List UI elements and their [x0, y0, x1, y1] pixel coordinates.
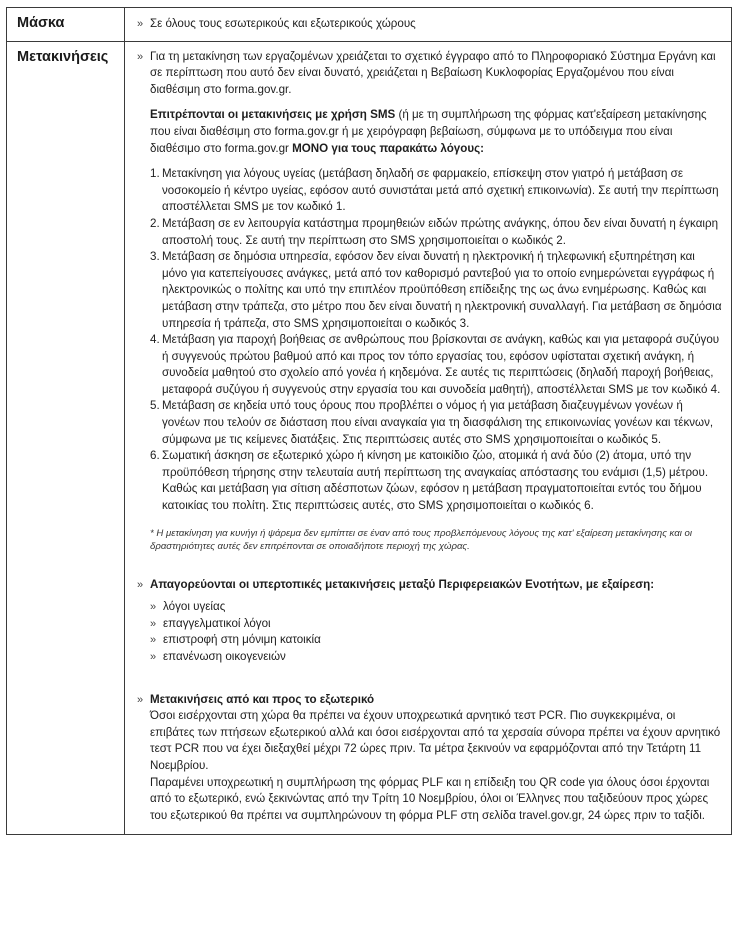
exception-item [150, 616, 723, 633]
reason-item [150, 398, 723, 448]
row-content-movements [125, 42, 731, 835]
measures-table [6, 7, 732, 835]
bullet-icon: » [150, 617, 157, 630]
row-label-movements: Μετακινήσεις [7, 42, 125, 835]
row-mask [7, 8, 731, 41]
abroad-pcr-paragraph: Όσοι εισέρχονται στη χώρα θα πρέπει να έχουν υποχρεωτικά αρνητικό τεστ PCR. Πιο συγκεκριμένα, οι επιβάτες των πτήσεων εξωτερικού αλλά και όσοι εισέρχονται από τα χερσαία σύνορα πρέπει να έχουν αρνητικό τεστ PCR που να έχει διεξαχθεί μέχρι 72 ώρες πριν. Τα μέτρα ξεκινούν να εφαρμόζονται από την Τετάρτη 11 Νοεμβρίου. [150, 709, 721, 772]
reason-number: 4. [150, 333, 160, 347]
reason-item [150, 332, 723, 398]
bullet-icon: » [150, 601, 157, 614]
workers-intro-text: Για τη μετακίνηση των εργαζομένων χρειάζεται το σχετικό έγγραφο από το Πληροφοριακό Σύστημα Εργάνη και σε περίπτωση που αυτό δεν είναι δυνατό, χρειάζεται η Βεβαίωση Κυκλοφορίας Εργαζομένου που είναι διαθέσιμη στο forma.gov.gr. [150, 49, 716, 96]
reasons-list [137, 166, 723, 514]
reason-text: Μετάβαση σε δημόσια υπηρεσία, εφόσον δεν είναι δυνατή η ηλεκτρονική ή τηλεφωνική εξυπηρέτηση και μόνο για κατεπείγουσες ανάγκες, μετά από τον καθορισμό ραντεβού για το οποίο ενημερώνεται εγγράφως ή ηλεκτρονικώς ο πολίτης και υπό την επιπλέον προϋπόθεση επίδειξης της ως άνω ενημέρωσης. Καθώς και μετάβαση στην τράπεζα, στο μέτρο που δεν είναι δυνατή η ηλεκτρονική συναλλαγή. Για μετάβαση σε δημόσια υπηρεσία ή τράπεζα, στο SMS χρησιμοποιείται ο κωδικός 3. [162, 250, 722, 330]
bullet-icon: » [137, 693, 144, 706]
row-movements [7, 41, 731, 835]
reason-item [150, 166, 723, 216]
hunting-footnote: * Η μετακίνηση για κυνήγι ή ψάρεμα δεν εμπίπτει σε έναν από τους προβλεπόμενους λόγους της κατ' εξαίρεση μετακίνησης και οι δραστηριότητες αυτές δεν επιτρέπονται σε οποιαδήποτε περιοχή της χώρας. [150, 527, 692, 553]
reason-text: Μετάβαση σε εν λειτουργία κατάστημα προμηθειών ειδών πρώτης ανάγκης, όπου δεν είναι δυνατή η έγκαιρη αποστολή τους. Σε αυτή την περίπτωση στο SMS χρησιμοποιείται ο κωδικός 2. [162, 216, 719, 247]
reason-text: Μετακίνηση για λόγους υγείας (μετάβαση δηλαδή σε φαρμακείο, επίσκεψη στον γιατρό ή μετάβαση σε νοσοκομείο ή κέντρο υγείας, εφόσον αυτό συνιστάται μετά από σχετική επικοινωνία). Σε αυτή την περίπτωση αποστέλλεται SMS με τον κωδικό 1. [162, 167, 719, 214]
exception-item [150, 599, 723, 616]
sms-bold-end: ΜΟΝΟ για τους παρακάτω λόγους: [292, 141, 484, 155]
abroad-heading: Μετακινήσεις από και προς το εξωτερικό [150, 692, 375, 706]
sms-bold-start: Επιτρέπονται οι μετακινήσεις με χρήση SMS [150, 108, 396, 122]
sms-paragraph [137, 107, 723, 157]
interregional-heading: Απαγορεύονται οι υπερτοπικές μετακινήσεις μεταξύ Περιφερειακών Ενοτήτων, με εξαίρεση: [150, 577, 655, 591]
interregional-section [137, 577, 723, 666]
exception-text: λόγοι υγείας [163, 600, 226, 614]
abroad-plf-paragraph: Παραμένει υποχρεωτική η συμπλήρωση της φόρμας PLF και η επίδειξη του QR code για όλους όσοι έρχονται από το εξωτερικό, ενώ ξεκινώντας από την Τρίτη 10 Νοεμβρίου, όλοι οι Έλληνες που ταξιδεύουν προς χώρες του εξωτερικού θα πρέπει να συμπληρώνουν τη φόρμα PLF στη σελίδα travel.gov.gr, 24 ώρες πριν το ταξίδι. [150, 775, 710, 822]
bullet-icon: » [137, 578, 144, 591]
row-content-mask [125, 8, 731, 41]
exception-item [150, 632, 723, 649]
exception-text: επιστροφή στη μόνιμη κατοικία [163, 633, 321, 647]
reason-text: Μετάβαση για παροχή βοήθειας σε ανθρώπους που βρίσκονται σε ανάγκη, καθώς και για μεταφορά συζύγου ή συγγενούς πρώτου βαθμού από και προς τον τόπο εργασίας του, εφόσον υφίσταται σχετική ανάγκη, ή συνοδεία μαθητού στο σχολείο από γονέα ή κηδεμόνα. Σε αυτές τις περιπτώσεις (δηλαδή παροχή βοήθειας, μεταφορά συζύγου ή συγγενούς στην εργασία του και συνοδεία μαθητή), αποστέλλεται SMS με τον κωδικό 4. [162, 333, 721, 396]
abroad-section [137, 692, 723, 825]
reason-text: Σωματική άσκηση σε εξωτερικό χώρο ή κίνηση με κατοικίδιο ζώο, ατομικά ή ανά δύο (2) άτομα, υπό την προϋπόθεση τήρησης στην τελευταία αυτή περίπτωση της αναγκαίας απόστασης του ενάμισι (1,5) μέτρου. Καθώς και μετάβαση για σίτιση αδέσποτων ζώων, εφόσον η μετάβαση πραγματοποιείται εντός του δήμου κατοικίας του πολίτη. Στις περιπτώσεις αυτές, στο SMS χρησιμοποιείται ο κωδικός 6. [162, 449, 709, 513]
reason-number: 5. [150, 399, 160, 413]
row-label-mask: Μάσκα [7, 8, 125, 41]
bullet-icon: » [137, 50, 144, 63]
exception-text: επαγγελματικοί λόγοι [163, 616, 271, 630]
reason-item [150, 216, 723, 249]
exception-item [150, 649, 723, 666]
reason-text: Μετάβαση σε κηδεία υπό τους όρους που προβλέπει ο νόμος ή για μετάβαση διαζευγμένων γονέων ή γονέων που τελούν σε διάσταση που είναι αναγκαία για τη διασφάλιση της επικοινωνίας γονέων και τέκνων, σύμφωνα με τις κείμενες διατάξεις. Στις περιπτώσεις αυτές στο SMS χρησιμοποιείται ο κωδικός 5. [162, 399, 714, 446]
reason-number: 3. [150, 250, 160, 264]
exceptions-list [137, 599, 723, 665]
exception-text: επανένωση οικογενειών [163, 650, 286, 663]
sms-middle: (ή με τη συμπλήρωση της φόρμας κατ'εξαίρεση μετακίνησης που είναι διαθέσιμη στο forma.gov.gr ή με χειρόγραφη βεβαίωση, σύμφωνα με το υπόδειγμα που είναι διαθέσιμο στο forma.gov.gr [150, 108, 707, 155]
reason-number: 6. [150, 449, 160, 463]
bullet-icon: » [137, 18, 144, 30]
bullet-icon: » [150, 634, 157, 647]
reason-item [150, 448, 723, 514]
reason-number: 1. [150, 167, 160, 181]
reason-item [150, 249, 723, 332]
reason-number: 2. [150, 216, 160, 230]
mask-text: Σε όλους τους εσωτερικούς και εξωτερικούς χώρους [150, 17, 416, 30]
bullet-icon: » [150, 651, 157, 663]
